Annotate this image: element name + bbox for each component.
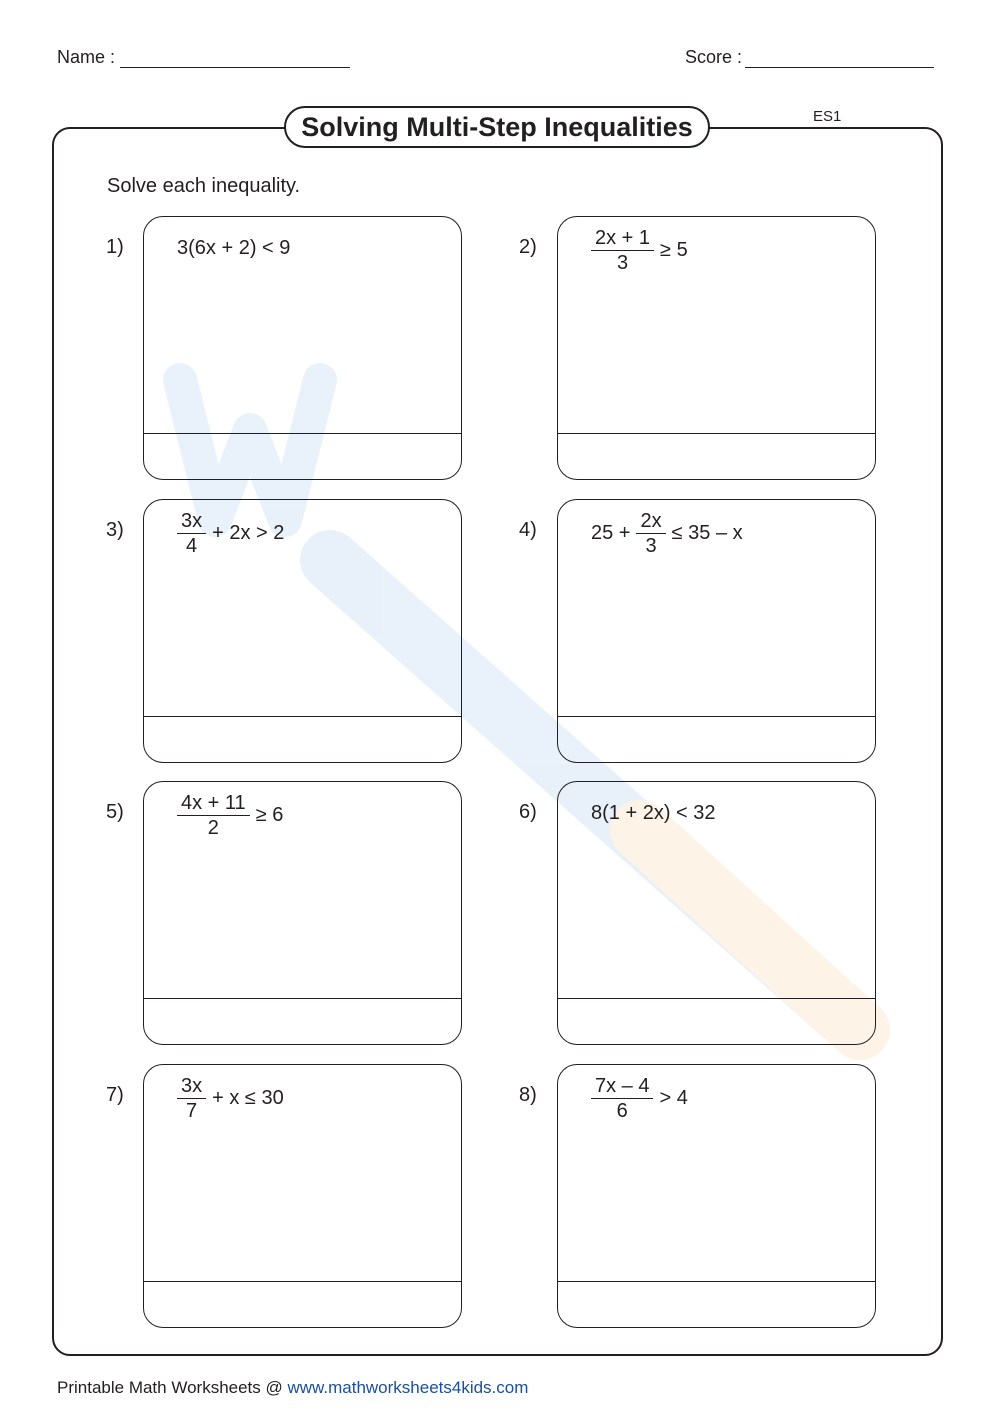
answer-line[interactable]: [558, 1281, 875, 1282]
name-label: Name :: [57, 47, 116, 67]
expression-text: + x ≤ 30: [212, 1087, 284, 1109]
worksheet-code: ES1: [813, 108, 842, 125]
fraction-denominator: 7: [186, 1100, 198, 1122]
problem-box[interactable]: [557, 1064, 876, 1328]
problem-expression: [588, 510, 746, 557]
expression-text: 25 +: [591, 522, 631, 544]
problem-box[interactable]: [143, 781, 462, 1045]
problem-number: 5): [106, 801, 124, 823]
problem-expression: [174, 510, 287, 557]
problem-expression: [174, 792, 286, 839]
fraction-denominator: 3: [645, 535, 657, 557]
fraction-numerator: 3x: [177, 1075, 206, 1099]
fraction: [177, 1075, 206, 1122]
problem-number: 3): [106, 519, 124, 541]
problem-number: 8): [519, 1084, 537, 1106]
expression-text: > 4: [659, 1087, 688, 1109]
problem-expression: [588, 227, 691, 274]
fraction-numerator: 4x + 11: [177, 792, 250, 816]
score-label: Score :: [685, 47, 743, 67]
expression-text: ≥ 5: [660, 239, 688, 261]
problem-number: 6): [519, 801, 537, 823]
fraction-numerator: 3x: [177, 510, 206, 534]
answer-line[interactable]: [558, 716, 875, 717]
fraction-numerator: 7x – 4: [591, 1075, 653, 1099]
fraction: [636, 510, 665, 557]
expression-text: 3(6x + 2) < 9: [177, 237, 291, 259]
problem-expression: [588, 1075, 691, 1122]
answer-line[interactable]: [144, 433, 461, 434]
name-line[interactable]: [120, 67, 350, 68]
fraction: [591, 227, 654, 274]
answer-line[interactable]: [558, 433, 875, 434]
fraction: [591, 1075, 653, 1122]
problem-number: 2): [519, 236, 537, 258]
fraction-denominator: 3: [616, 252, 629, 274]
problem-box[interactable]: [557, 216, 876, 480]
answer-line[interactable]: [558, 998, 875, 999]
answer-line[interactable]: [144, 716, 461, 717]
problem-box[interactable]: [143, 216, 462, 480]
fraction-numerator: 2x: [636, 510, 665, 534]
problem-expression: [588, 802, 719, 825]
problem-expression: [174, 1075, 287, 1122]
footer-text: Printable Math Worksheets @: [57, 1378, 288, 1397]
answer-line[interactable]: [144, 1281, 461, 1282]
answer-line[interactable]: [144, 998, 461, 999]
problem-box[interactable]: [143, 499, 462, 763]
fraction-denominator: 2: [207, 817, 219, 839]
problem-number: 1): [106, 236, 124, 258]
fraction-denominator: 4: [186, 535, 198, 557]
score-line[interactable]: [745, 67, 934, 68]
problem-box[interactable]: [557, 499, 876, 763]
problem-number: 7): [106, 1084, 124, 1106]
expression-text: ≤ 35 – x: [671, 522, 743, 544]
footer: [57, 1378, 528, 1398]
footer-link[interactable]: www.mathworksheets4kids.com: [287, 1378, 529, 1397]
problem-number: 4): [519, 519, 537, 541]
fraction-denominator: 6: [616, 1100, 628, 1122]
expression-text: 8(1 + 2x) < 32: [591, 802, 716, 824]
problem-box[interactable]: [143, 1064, 462, 1328]
problem-box[interactable]: [557, 781, 876, 1045]
expression-text: ≥ 6: [255, 804, 284, 826]
problem-expression: [174, 237, 293, 260]
expression-text: + 2x > 2: [212, 522, 285, 544]
worksheet-title: Solving Multi-Step Inequalities: [284, 106, 710, 148]
fraction: [177, 792, 250, 839]
instruction-text: Solve each inequality.: [107, 175, 301, 197]
fraction-numerator: 2x + 1: [591, 227, 654, 251]
fraction: [177, 510, 206, 557]
